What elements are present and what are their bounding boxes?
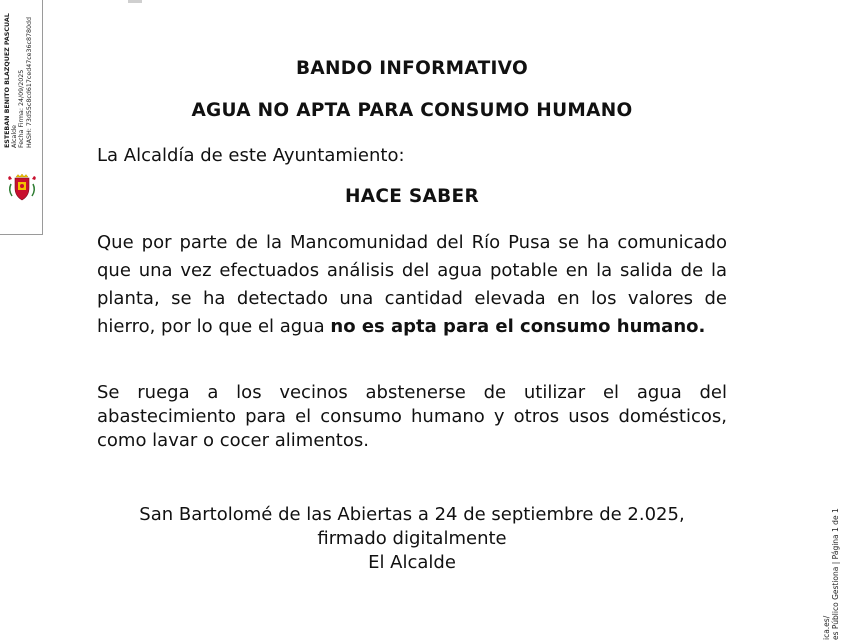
side-note-line2: es Público Gestiona | Página 1 de 1 [831,508,840,640]
paragraph-iron-bold: no es apta para el consumo humano. [330,316,706,337]
signer-title: El Alcalde [368,552,456,573]
document-footer [97,503,727,575]
document-title: BANDO INFORMATIVO [295,58,528,79]
hace-saber-heading: HACE SABER [344,186,480,207]
paragraph-iron-notice [97,229,727,341]
place-date: San Bartolomé de las Abiertas a 24 de septiembre de 2.025, [139,504,685,525]
page-side-note [822,508,840,640]
intro-line: La Alcaldía de este Ayuntamiento: [97,145,405,166]
signature-date: Fecha Firma: 24/09/2025 [18,69,26,148]
signature-hash: HASH: 73d55c8cd617ced47ce36c8780dd [25,16,33,148]
signer-name: ESTEBAN BENITO BLAZQUEZ PASCUAL [4,13,11,148]
top-edge-mark [128,0,142,3]
side-note-line1: ica.es/ [822,615,831,640]
document-subtitle: AGUA NO APTA PARA CONSUMO HUMANO [191,100,633,121]
paragraph-request: Se ruega a los vecinos abstenerse de utilizar el agua del abastecimiento para el consumo humano y otros usos domésticos, como lavar o cocer alimentos. [97,382,727,451]
paragraph-iron-text: Que por parte de la Mancomunidad del Río Pusa se ha comunicado que una vez efectuados análisis del agua potable en la salida de la planta, se ha detectado una cantidad elevada en los valores de hierro, por lo que el agua [97,232,727,337]
signed-note: firmado digitalmente [317,528,507,549]
signer-role: Alcalde [11,125,19,148]
